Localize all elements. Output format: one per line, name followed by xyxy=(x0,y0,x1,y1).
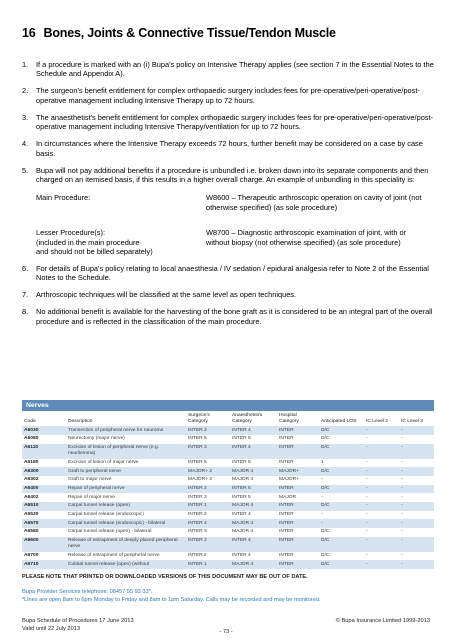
cell-description: Release of entrapment of peripheral nerve xyxy=(68,552,160,558)
cell-ic-level-2: - xyxy=(364,485,399,494)
cell-ic-level-3: - xyxy=(401,494,403,500)
rule-text: The surgeon's benefit entitlement for complex orthopaedic surgery includes fees for pre-operative/peri-operative/post-operative management including Intensive Therapy up to 72 hours. xyxy=(36,86,420,105)
rule-text: The anaesthetist's benefit entitlement for complex orthopaedic surgery includes fees for pre-operative/peri-operative/post-operative management including Intensive Therapy/ventilation for up to 72 hours. xyxy=(36,112,434,132)
col-header-anaesthetist-category: Anaesthetist's Category xyxy=(232,412,263,424)
cell-code: A6580 xyxy=(24,529,39,535)
cell-anticipated-los: D/C xyxy=(321,529,330,535)
cell-ic-level-2: - xyxy=(364,426,399,435)
table-row xyxy=(22,560,434,569)
cell-anticipated-los: 1 xyxy=(321,459,324,465)
table-row xyxy=(22,459,434,468)
cell-ic-level-2: - xyxy=(366,529,368,535)
cell-hospital-category: INTER xyxy=(277,485,319,494)
cell-ic-level-2: - xyxy=(364,467,399,476)
cell-anticipated-los: D/C xyxy=(319,444,364,459)
col-header-surgeon-category: Surgeon's Category xyxy=(188,412,210,424)
cell-code: A6180 xyxy=(24,459,39,465)
rule-number: 5. xyxy=(22,165,29,175)
cell-code: A6700 xyxy=(24,552,39,558)
cell-anaesthetist-category: MAJOR 4 xyxy=(232,529,254,535)
cell-anaesthetist-category: INTER 5 xyxy=(230,485,277,494)
col-header-hospital-category: Hospital Category xyxy=(279,412,299,424)
cell-description: Cubital tunnel release (open) (without xyxy=(66,560,186,569)
cell-code: A6600 xyxy=(22,537,66,552)
cell-ic-level-2: - xyxy=(364,537,399,552)
cell-ic-level-3: - xyxy=(399,426,434,435)
cell-description: Excision of lesion of major nerve xyxy=(68,459,139,465)
table-row xyxy=(22,467,434,476)
cell-code: A6530 xyxy=(24,511,39,517)
cell-hospital-category: INTER xyxy=(277,519,319,528)
cell-code: A6080 xyxy=(24,436,39,442)
cell-anaesthetist-category: MAJOR 4 xyxy=(230,467,277,476)
table-row xyxy=(22,511,434,520)
cell-hospital-category: INTER xyxy=(279,511,294,517)
cell-anticipated-los: D/C xyxy=(319,485,364,494)
lesser-procedure-label xyxy=(36,228,206,256)
cell-ic-level-3: - xyxy=(399,444,434,459)
nerves-table xyxy=(22,411,434,569)
cell-anaesthetist-category: INTER 5 xyxy=(232,494,251,500)
rule-number: 7. xyxy=(22,290,29,300)
rule-item xyxy=(22,113,436,132)
cell-anaesthetist-category: INTER 4 xyxy=(230,537,277,552)
cell-ic-level-2: - xyxy=(364,560,399,569)
cell-description: Carpal tunnel release (endoscopic) - bilateral xyxy=(66,519,186,528)
cell-anticipated-los: D/C xyxy=(321,552,330,558)
cell-anaesthetist-category: INTER 4 xyxy=(230,426,277,435)
cell-hospital-category: INTER xyxy=(279,529,294,535)
cell-hospital-category: MAJOR+ xyxy=(279,477,299,483)
cell-ic-level-2: - xyxy=(366,459,368,465)
cell-surgeon-category: MAJOR+ 2 xyxy=(188,477,213,483)
cell-ic-level-2: - xyxy=(364,519,399,528)
cell-code: A6302 xyxy=(24,477,39,483)
cell-anticipated-los: - xyxy=(319,519,364,528)
cell-description: Neurectomy (major nerve) xyxy=(68,436,125,442)
lesser-procedure-value: W8700 – Diagnostic arthroscopic examination of joint, with or without biopsy (not otherwise specified) (as sole procedure) xyxy=(206,228,407,247)
footer-schedule-date: Bupa Schedule of Procedures 17 June 2013 xyxy=(22,618,134,624)
cell-hospital-category: INTER xyxy=(277,502,319,511)
cell-anaesthetist-category: INTER 5 xyxy=(232,436,251,442)
cell-surgeon-category: INTER 4 xyxy=(186,519,230,528)
rule-item xyxy=(22,139,436,158)
cell-surgeon-category: INTER 5 xyxy=(188,459,207,465)
col-header-description: Description xyxy=(68,418,93,424)
cell-hospital-category: INTER xyxy=(279,459,294,465)
rule-text: For details of Bupa's policy relating to local anaesthesia / IV sedation / epidural analgesia refer to Note 2 of the Essential Notes to the Schedule. xyxy=(36,264,429,283)
lesser-label-line: Lesser Procedure(s): xyxy=(36,228,106,238)
cell-ic-level-2: - xyxy=(366,511,368,517)
rule-number: 3. xyxy=(22,112,29,122)
col-header-code: Code xyxy=(24,418,36,424)
cell-surgeon-category: INTER 1 xyxy=(186,502,230,511)
cell-ic-level-3: - xyxy=(401,529,403,535)
cell-ic-level-3: - xyxy=(401,459,403,465)
cell-anticipated-los: D/C xyxy=(321,436,330,442)
cell-code: A6400 xyxy=(22,485,66,494)
cell-description: Carpal tunnel release (endoscopic) xyxy=(68,511,144,517)
cell-anticipated-los: - xyxy=(321,494,323,500)
cell-description: Graft to peripheral nerve xyxy=(66,467,186,476)
cell-code: A6570 xyxy=(22,519,66,528)
cell-ic-level-2: - xyxy=(366,477,368,483)
col-header-anticipated-los: Anticipated LOS xyxy=(321,418,357,424)
cell-ic-level-2: - xyxy=(364,502,399,511)
out-of-date-warning: PLEASE NOTE THAT PRINTED OR DOWNLOADED VERSIONS OF THIS DOCUMENT MAY BE OUT OF DATE. xyxy=(22,574,308,580)
table-header-row xyxy=(22,411,434,426)
col-header-ic-level-2: IC Level 2 xyxy=(366,418,389,424)
cell-ic-level-3: - xyxy=(401,477,403,483)
cell-code: A6402 xyxy=(24,494,39,500)
cell-description: Repair of major nerve xyxy=(68,494,116,500)
cell-hospital-category: INTER xyxy=(277,426,319,435)
cell-anaesthetist-category: INTER 4 xyxy=(232,511,251,517)
rule-item xyxy=(22,307,436,326)
cell-surgeon-category: INTER 2 xyxy=(188,511,207,517)
rules-list xyxy=(22,60,436,334)
cell-surgeon-category: INTER 3 xyxy=(188,494,207,500)
cell-hospital-category: INTER xyxy=(279,552,294,558)
table-row xyxy=(22,537,434,552)
cell-ic-level-3: - xyxy=(399,519,434,528)
cell-anticipated-los: D/C xyxy=(319,426,364,435)
table-row xyxy=(22,552,434,561)
section-title: Bones, Joints & Connective Tissue/Tendon Muscle xyxy=(43,26,336,40)
footer-valid-until: Valid until 22 July 2013 xyxy=(22,625,81,632)
nerves-table-section xyxy=(22,400,434,569)
cell-description: Excision of lesion of peripheral nerve (e.g. neurilemma) xyxy=(66,444,186,459)
cell-ic-level-2: - xyxy=(366,552,368,558)
section-heading xyxy=(22,26,336,40)
rule-item xyxy=(22,86,436,105)
cell-description: Transection of peripheral nerve for neuroma xyxy=(66,426,186,435)
unbundling-example xyxy=(36,193,436,256)
cell-description: Carpal tunnel release (open) xyxy=(66,502,186,511)
cell-description: Repair of peripheral nerve xyxy=(66,485,186,494)
main-procedure-label: Main Procedure: xyxy=(36,193,91,203)
table-row xyxy=(22,519,434,528)
cell-code: A6510 xyxy=(22,502,66,511)
cell-ic-level-3: - xyxy=(399,537,434,552)
lesser-label-line: and should not be billed separately) xyxy=(36,247,153,257)
cell-anticipated-los: D/C xyxy=(319,467,364,476)
cell-hospital-category: MAJOR xyxy=(279,494,297,500)
rule-text: If a procedure is marked with an (i) Bupa's policy on Intensive Therapy applies (see section 7 in the Essential Notes to the Schedule and Appendix A). xyxy=(36,60,434,79)
cell-code: A6110 xyxy=(22,444,66,459)
cell-anticipated-los: - xyxy=(321,477,323,483)
lesser-label-line: (included in the main procedure xyxy=(36,237,140,247)
rule-text: No additional benefit is available for the harvesting of the bone graft as it is considered to be an integral part of the overall procedure and is reflected in the classification of the main procedure. xyxy=(36,307,433,326)
table-row xyxy=(22,493,434,502)
cell-anticipated-los: D/C xyxy=(319,537,364,552)
footer-copyright: © Bupa Insurance Limited 1999-2013 xyxy=(335,618,430,624)
cell-surgeon-category: INTER 3 xyxy=(188,529,207,535)
cell-surgeon-category: INTER 2 xyxy=(186,537,230,552)
cell-surgeon-category: INTER 2 xyxy=(186,426,230,435)
cell-ic-level-2: - xyxy=(364,444,399,459)
main-procedure-value: W8600 – Therapeutic arthroscopic operation on cavity of joint (not otherwise specified) (as sole procedure) xyxy=(206,193,422,212)
rule-number: 8. xyxy=(22,307,29,317)
cell-anaesthetist-category: MAJOR 4 xyxy=(232,477,254,483)
cell-hospital-category: MAJOR+ xyxy=(277,467,319,476)
cell-code: A6300 xyxy=(22,467,66,476)
cell-description: Graft to major nerve xyxy=(68,477,112,483)
cell-code: A6710 xyxy=(22,560,66,569)
rule-item xyxy=(22,166,436,257)
rule-number: 4. xyxy=(22,139,29,149)
rule-number: 2. xyxy=(22,86,29,96)
cell-anaesthetist-category: INTER 4 xyxy=(230,444,277,459)
cell-hospital-category: INTER xyxy=(279,436,294,442)
table-row xyxy=(22,444,434,459)
rule-number: 1. xyxy=(22,60,29,69)
rule-text: Bupa will not pay additional benefits if a procedure is unbundled i.e. broken down into its separate components and then charged on an itemised basis, if this results in a higher overall charge. An example of unbundling in this speciality is: xyxy=(36,165,429,185)
cell-anticipated-los: D/C xyxy=(319,502,364,511)
provider-services-contact xyxy=(22,589,320,604)
rule-item xyxy=(22,264,436,283)
rule-item xyxy=(22,290,436,299)
cell-ic-level-3: - xyxy=(399,502,434,511)
page-number: - 73 - xyxy=(219,629,233,635)
cell-ic-level-2: - xyxy=(366,494,368,500)
cell-anaesthetist-category: INTER 5 xyxy=(232,459,251,465)
cell-ic-level-3: - xyxy=(399,485,434,494)
cell-ic-level-3: - xyxy=(401,511,403,517)
table-row xyxy=(22,426,434,435)
cell-code: A6030 xyxy=(22,426,66,435)
cell-hospital-category: INTER xyxy=(277,444,319,459)
cell-anticipated-los: - xyxy=(321,511,323,517)
cell-ic-level-2: - xyxy=(366,436,368,442)
cell-surgeon-category: INTER 2 xyxy=(186,485,230,494)
rule-number: 6. xyxy=(22,264,29,274)
cell-surgeon-category: INTER 1 xyxy=(186,560,230,569)
cell-anaesthetist-category: MAJOR 4 xyxy=(230,560,277,569)
rule-text: In circumstances where the Intensive Therapy exceeds 72 hours, further benefit may be considered on a case by case basis. xyxy=(36,139,423,158)
table-row xyxy=(22,528,434,537)
rule-text: Arthroscopic techniques will be classified at the same level as open techniques. xyxy=(36,290,297,300)
cell-description: Release of entrapment of deeply placed peripheral nerve xyxy=(66,537,186,552)
opening-hours-line: *Lines are open 8am to 6pm Monday to Friday and 8am to 1pm Saturday. Calls may be recorded and may be monitored. xyxy=(22,596,321,603)
cell-ic-level-3: - xyxy=(399,467,434,476)
cell-anaesthetist-category: MAJOR 4 xyxy=(230,519,277,528)
table-row xyxy=(22,435,434,444)
table-row xyxy=(22,476,434,485)
cell-ic-level-3: - xyxy=(401,436,403,442)
cell-anaesthetist-category: INTER 4 xyxy=(232,552,251,558)
cell-hospital-category: INTER xyxy=(277,560,319,569)
cell-hospital-category: INTER xyxy=(277,537,319,552)
col-header-ic-level-3: IC Level 3 xyxy=(401,418,424,424)
cell-surgeon-category: INTER 3 xyxy=(186,444,230,459)
section-number: 16 xyxy=(22,26,36,40)
phone-line: Bupa Provider Services telephone: 08457 55 93 33*. xyxy=(22,589,153,595)
cell-surgeon-category: INTER 5 xyxy=(188,436,207,442)
table-row xyxy=(22,502,434,511)
cell-anticipated-los: D/C xyxy=(319,560,364,569)
cell-surgeon-category: MAJOR+ 2 xyxy=(186,467,230,476)
nerves-table-title: Nerves xyxy=(22,400,434,411)
cell-description: Carpal tunnel release (open) - bilateral xyxy=(68,529,152,535)
cell-anaesthetist-category: MAJOR 4 xyxy=(230,502,277,511)
rule-item xyxy=(22,60,436,79)
table-row xyxy=(22,485,434,494)
cell-surgeon-category: INTER 2 xyxy=(188,552,207,558)
cell-ic-level-3: - xyxy=(401,552,403,558)
cell-ic-level-3: - xyxy=(399,560,434,569)
